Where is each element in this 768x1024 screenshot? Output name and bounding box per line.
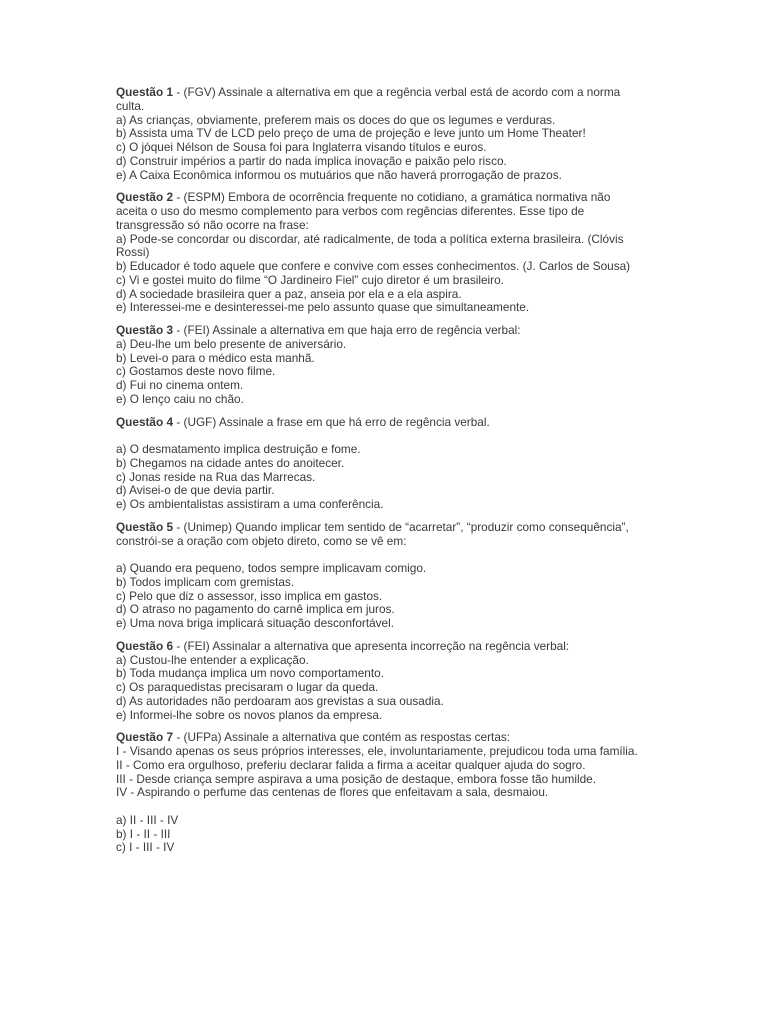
question-7-option-c: c) I - III - IV — [116, 840, 175, 855]
question-1-header — [116, 86, 644, 114]
question-7 — [116, 731, 644, 855]
question-4-option-b: b) Chegamos na cidade antes do anoitecer. — [116, 455, 345, 470]
question-2-option-a: a) Pode-se concordar ou discordar, até radicalmente, de toda a política externa brasileira. (Clóvis Rossi) — [116, 231, 624, 260]
question-3-option-d: d) Fui no cinema ontem. — [116, 378, 244, 392]
question-3 — [116, 324, 644, 407]
question-5-header — [116, 521, 644, 549]
question-5-option-a: a) Quando era pequeno, todos sempre implicavam comigo. — [116, 561, 427, 575]
question-4-option-e: e) Os ambientalistas assistiram a uma conferência. — [116, 497, 384, 511]
question-4-option-d: d) Avisei-o de que devia partir. — [116, 483, 275, 498]
question-7-header — [116, 731, 644, 745]
question-5 — [116, 521, 644, 631]
question-1-option-c: c) O jóquei Nélson de Sousa foi para Inglaterra visando títulos e euros. — [116, 140, 487, 154]
question-4-prompt: - (UGF) Assinale a frase em que há erro de regência verbal. — [173, 414, 490, 429]
question-7-statement-iii: III - Desde criança sempre aspirava a uma posição de destaque, embora fosse tão humilde. — [116, 771, 596, 786]
question-2-header — [116, 191, 644, 232]
question-7-statement-i: I - Visando apenas os seus próprios interesses, ele, involuntariamente, prejudicou toda uma família. — [116, 744, 638, 758]
question-3-option-b: b) Levei-o para o médico esta manhã. — [116, 350, 315, 365]
question-7-option-b: b) I - II - III — [116, 826, 171, 841]
question-4 — [116, 416, 644, 512]
question-4-title: Questão 4 — [116, 414, 174, 429]
blank-line — [116, 429, 644, 443]
question-3-title: Questão 3 — [116, 323, 174, 337]
question-6-title: Questão 6 — [116, 638, 174, 653]
question-1-option-b: b) Assista uma TV de LCD pelo preço de uma de projeção e leve junto um Home Theater! — [116, 126, 586, 141]
question-2-title: Questão 2 — [116, 190, 174, 205]
question-6-option-a: a) Custou-lhe entender a explicação. — [116, 652, 309, 667]
question-6-prompt: - (FEI) Assinalar a alternativa que apresenta incorreção na regência verbal: — [173, 638, 570, 653]
question-1-option-e: e) A Caixa Econômica informou os mutuários que não haverá prorrogação de prazos. — [116, 167, 562, 182]
question-5-option-c: c) Pelo que diz o assessor, isso implica em gastos. — [116, 588, 383, 603]
question-3-prompt: - (FEI) Assinale a alternativa em que haja erro de regência verbal: — [173, 323, 521, 337]
question-4-option-c: c) Jonas reside na Rua das Marrecas. — [116, 469, 316, 484]
question-3-option-c: c) Gostamos deste novo filme. — [116, 364, 276, 379]
question-5-prompt: - (Unimep) Quando implicar tem sentido de “acarretar”, “produzir como consequência”, constrói-se a oração com objeto direto, como se vê em: — [116, 519, 629, 548]
question-3-option-a: a) Deu-lhe um belo presente de aniversário. — [116, 336, 347, 351]
question-7-statement-iv: IV - Aspirando o perfume das centenas de flores que enfeitavam a sala, desmaiou. — [116, 785, 549, 800]
question-2-option-e: e) Interessei-me e desinteressei-me pelo assunto quase que simultaneamente. — [116, 300, 530, 315]
question-2-option-d: d) A sociedade brasileira quer a paz, anseia por ela e a ela aspira. — [116, 286, 462, 301]
question-1-title: Questão 1 — [116, 85, 174, 99]
question-7-prompt: - (UFPa) Assinale a alternativa que contém as respostas certas: — [173, 730, 511, 745]
question-5-title: Questão 5 — [116, 519, 174, 534]
question-7-option-a: a) II - III - IV — [116, 812, 179, 827]
question-2 — [116, 191, 644, 315]
question-2-prompt: - (ESPM) Embora de ocorrência frequente no cotidiano, a gramática normativa não aceita o uso do mesmo complemento para verbos com regências diferentes. Esse tipo de transgressão só não ocorre na frase: — [116, 190, 611, 232]
question-5-option-d: d) O atraso no pagamento do carnê implica em juros. — [116, 602, 395, 617]
question-1-option-a: a) As crianças, obviamente, preferem mais os doces do que os legumes e verduras. — [116, 112, 556, 127]
question-7-title: Questão 7 — [116, 730, 174, 745]
question-6-option-d: d) As autoridades não perdoaram aos grevistas a sua ousadia. — [116, 693, 444, 708]
blank-line — [116, 800, 644, 814]
question-4-option-a: a) O desmatamento implica destruição e fome. — [116, 442, 361, 456]
question-1-option-d: d) Construir impérios a partir do nada implica inovação e paixão pelo risco. — [116, 153, 507, 168]
question-2-option-b: b) Educador é todo aquele que confere e convive com esses conhecimentos. (J. Carlos de Sousa) — [116, 259, 631, 273]
question-6-option-e: e) Informei-lhe sobre os novos planos da empresa. — [116, 707, 383, 722]
blank-line — [116, 548, 644, 562]
question-6-header — [116, 640, 644, 654]
question-5-option-e: e) Uma nova briga implicará situação desconfortável. — [116, 616, 395, 630]
question-1-prompt: - (FGV) Assinale a alternativa em que a regência verbal está de acordo com a norma culta. — [116, 85, 621, 113]
question-6-option-b: b) Toda mudança implica um novo comportamento. — [116, 666, 384, 681]
question-6-option-c: c) Os paraquedistas precisaram o lugar da queda. — [116, 680, 379, 694]
document-page — [116, 86, 644, 864]
question-7-statement-ii: II - Como era orgulhoso, preferiu declarar falida a firma a aceitar qualquer ajuda do sogro. — [116, 757, 586, 772]
question-2-option-c: c) Vi e gostei muito do filme “O Jardineiro Fiel” cujo diretor é um brasileiro. — [116, 272, 504, 287]
question-4-header — [116, 416, 644, 430]
question-3-header — [116, 324, 644, 338]
question-3-option-e: e) O lenço caiu no chão. — [116, 391, 244, 406]
question-6 — [116, 640, 644, 723]
question-5-option-b: b) Todos implicam com gremistas. — [116, 574, 295, 589]
question-1 — [116, 86, 644, 182]
